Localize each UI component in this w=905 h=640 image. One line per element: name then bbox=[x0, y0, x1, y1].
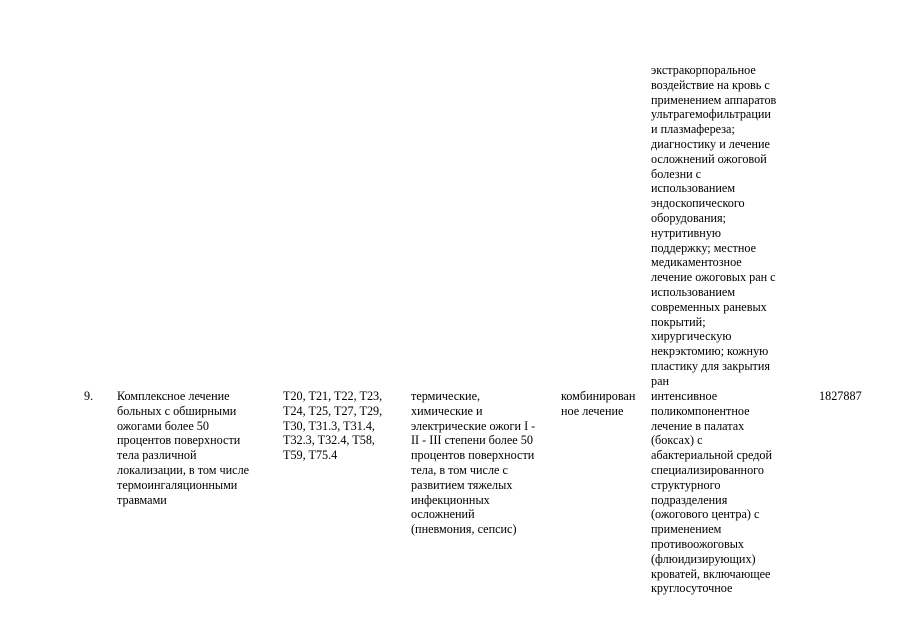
treatment-method: интенсивное поликомпонентное лечение в палатах (боксах) с абактериальной средой специализированного структурного подразделения (ожогового центра) с применением противоожоговых (флюидизирующих) кроватей, включающее круглосуточное bbox=[651, 389, 773, 596]
icd-codes: T20, T21, T22, T23, T24, T25, T27, T29, T30, T31.3, T31.4, T32.3, T32.4, T58, T59, T75.4 bbox=[283, 389, 383, 463]
treatment-profile-name: Комплексное лечение больных с обширными ожогами более 50 процентов поверхности тела различной локализации, в том числе термоингаляционными травмами bbox=[117, 389, 250, 507]
treatment-method-continuation: экстракорпоральное воздействие на кровь с применением аппаратов ультрагемофильтрации и плазмафереза; диагностику и лечение осложнений ожоговой болезни с использованием эндоскопического оборудования; нутритивную поддержку; местное медикаментозное лечение ожоговых ран с использованием современных раневых покрытий; хирургическую некрэктомию; кожную пластику для закрытия ран bbox=[651, 63, 777, 388]
cost-value: 1827887 bbox=[819, 389, 862, 403]
treatment-type: комбинирован ное лечение bbox=[561, 389, 636, 418]
patient-model: термические, химические и электрические ожоги I - II - III степени более 50 процентов поверхности тела, в том числе с развитием тяжелых инфекционных осложнений (пневмония, сепсис) bbox=[411, 389, 536, 537]
row-number: 9. bbox=[84, 389, 94, 403]
